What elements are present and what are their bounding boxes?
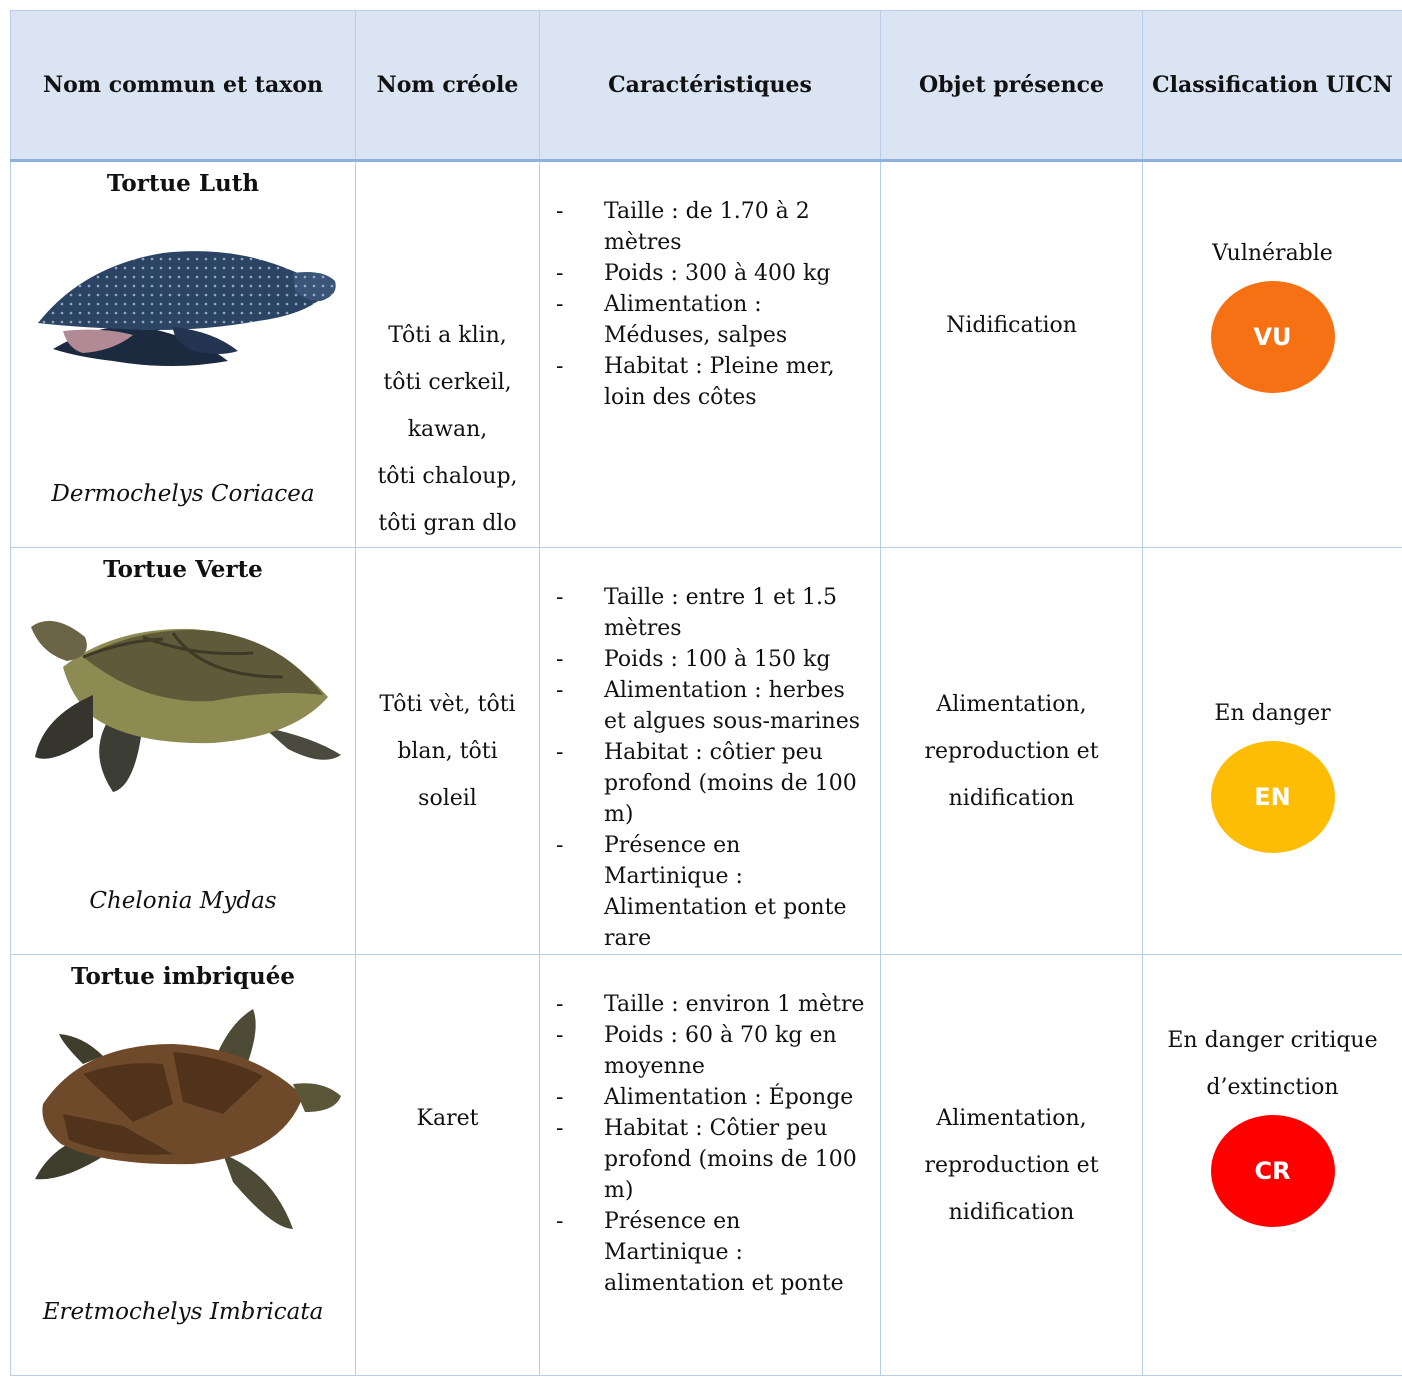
creole-line: kawan,: [407, 417, 488, 442]
hawksbill-turtle-illustration: [23, 1004, 343, 1234]
characteristic-item: - Habitat : côtier peu profond (moins de 100 m): [556, 737, 870, 830]
creole-line: soleil: [418, 785, 477, 811]
creole-line: Karet: [416, 1106, 479, 1131]
common-name: Tortue Luth: [106, 170, 260, 197]
characteristic-item: - Poids : 60 à 70 kg en moyenne: [556, 1020, 870, 1082]
characteristic-item: - Taille : entre 1 et 1.5 mètres: [556, 582, 870, 644]
creole-line: tôti gran dlo: [378, 511, 517, 536]
green-turtle-illustration: [23, 597, 343, 797]
characteristics-list: [540, 548, 880, 954]
uicn-cell: [1143, 955, 1402, 1376]
common-name: Tortue Verte: [103, 556, 263, 583]
characteristic-item: - Habitat : Pleine mer, loin des côtes: [556, 351, 870, 413]
presence-line: reproduction et: [924, 1152, 1099, 1178]
presence-line: Nidification: [946, 313, 1077, 338]
presence-line: reproduction et: [924, 738, 1099, 764]
presence-cell: [881, 548, 1143, 955]
characteristic-item: - Taille : environ 1 mètre: [556, 989, 870, 1020]
characteristic-item: - Présence en Martinique : alimentation et ponte: [556, 1206, 870, 1299]
status-label: En danger: [1214, 701, 1331, 726]
status-badge: VU: [1211, 281, 1335, 393]
header-common-name: Nom commun et taxon: [11, 11, 356, 161]
characteristic-item: - Présence en Martinique : Alimentation et ponte rare: [556, 830, 870, 954]
characteristics-list: [540, 955, 880, 1299]
species-cell: [11, 955, 356, 1376]
creole-name-cell: [356, 955, 540, 1376]
presence-line: nidification: [948, 1199, 1075, 1225]
presence-line: nidification: [948, 785, 1075, 811]
header-presence: Objet présence: [881, 11, 1143, 161]
header-creole-name: Nom créole: [356, 11, 540, 161]
creole-name-cell: [356, 548, 540, 955]
creole-line: Tôti vèt, tôti: [379, 691, 516, 717]
status-label: En danger critique d’extinction: [1167, 1028, 1378, 1100]
presence-cell: [881, 955, 1143, 1376]
creole-line: tôti cerkeil,: [383, 370, 512, 395]
creole-line: Tôti a klin,: [388, 323, 507, 348]
status-badge: EN: [1211, 741, 1335, 853]
leatherback-turtle-illustration: [23, 211, 343, 381]
table-row: [11, 161, 1402, 548]
characteristic-item: - Habitat : Côtier peu profond (moins de 100 m): [556, 1113, 870, 1206]
presence-cell: [881, 161, 1143, 548]
table-row: [11, 955, 1402, 1376]
characteristics-cell: [540, 955, 881, 1376]
uicn-cell: [1143, 548, 1402, 955]
characteristics-cell: [540, 548, 881, 955]
common-name: Tortue imbriquée: [70, 963, 295, 990]
characteristic-item: - Poids : 300 à 400 kg: [556, 258, 870, 289]
creole-name-cell: [356, 161, 540, 548]
species-cell: [11, 548, 356, 955]
characteristic-item: - Alimentation : herbes et algues sous-marines: [556, 675, 870, 737]
characteristics-list: [540, 162, 880, 413]
header-uicn: Classification UICN: [1143, 11, 1402, 161]
characteristic-item: - Poids : 100 à 150 kg: [556, 644, 870, 675]
table-row: [11, 548, 1402, 955]
characteristic-item: - Alimentation : Éponge: [556, 1082, 870, 1113]
characteristic-item: - Alimentation : Méduses, salpes: [556, 289, 870, 351]
characteristic-item: - Taille : de 1.70 à 2 mètres: [556, 196, 870, 258]
presence-line: Alimentation,: [936, 1105, 1087, 1131]
header-characteristics: Caractéristiques: [540, 11, 881, 161]
status-badge: CR: [1211, 1115, 1335, 1227]
status-label: Vulnérable: [1212, 241, 1333, 266]
turtle-species-table: [10, 10, 1402, 1376]
uicn-cell: [1143, 161, 1402, 548]
characteristics-cell: [540, 161, 881, 548]
creole-line: blan, tôti: [397, 738, 498, 764]
presence-line: Alimentation,: [936, 691, 1087, 717]
taxon-name: Dermochelys Coriacea: [51, 481, 315, 507]
header-row: [11, 11, 1402, 161]
creole-line: tôti chaloup,: [377, 464, 518, 489]
taxon-name: Chelonia Mydas: [89, 888, 277, 914]
taxon-name: Eretmochelys Imbricata: [42, 1299, 324, 1325]
species-cell: [11, 161, 356, 548]
